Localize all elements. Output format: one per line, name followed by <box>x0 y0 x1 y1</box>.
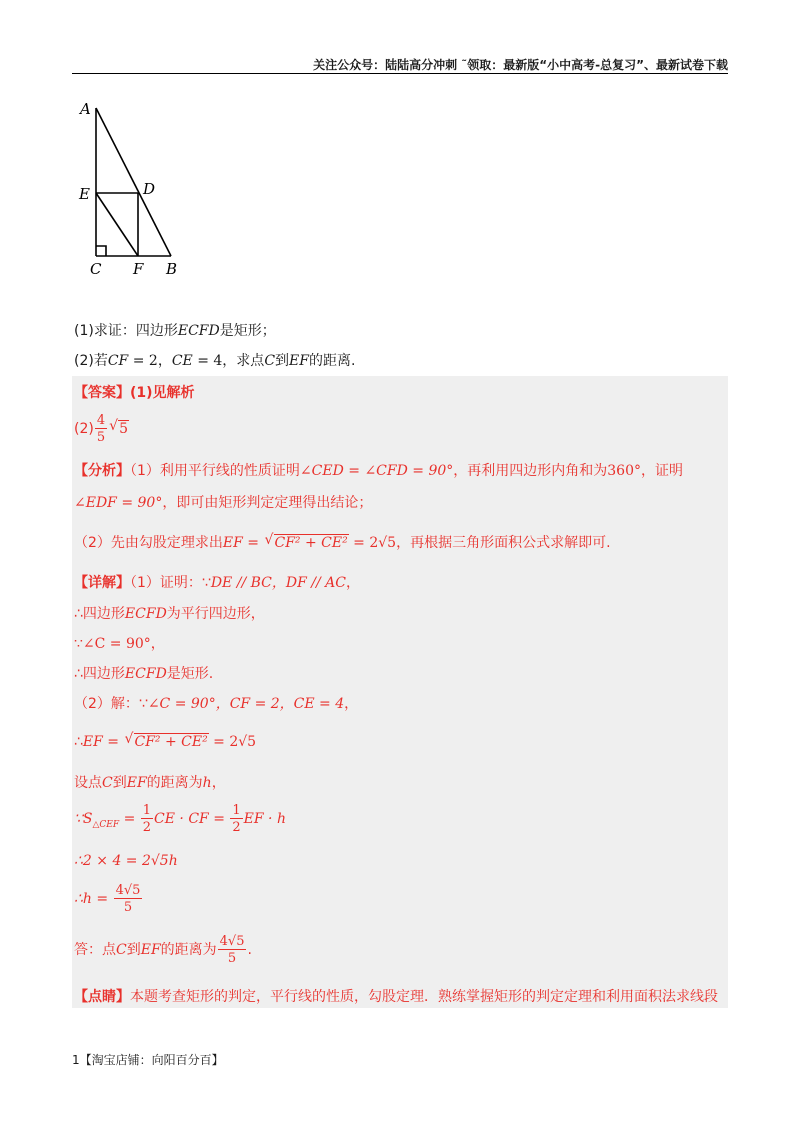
detail-line-11: 答：点C到EF的距离为 $\frac{4√5}{5}$ . <box>74 934 252 966</box>
answer-line-2: (2) $\frac{4}{5}$ √ 5 <box>74 414 129 444</box>
detail-line-5: （2）解：∵∠C = 90°，CF = 2，CE = 4， <box>74 696 359 712</box>
label-f: F <box>133 260 144 278</box>
detail-line-10: ∴h = $\frac{4√5}{5}$ <box>74 883 141 915</box>
answer-tag: 【答案】 <box>74 385 130 401</box>
analysis-line-3: （2）先由勾股定理求出EF = √ CF² + CE² = 2√5，再根据三角形面积公式求解即可. <box>74 532 611 552</box>
label-c: C <box>90 260 102 278</box>
detail-line-4: ∴四边形ECFD是矩形. <box>74 666 214 682</box>
detail-line-8: $\because S_{\triangle CEF}$ = $\frac{1}{2}$ CE · CF = $\frac{1}{2}$ EF · h <box>74 803 286 835</box>
right-angle-mark <box>96 246 106 256</box>
detail-line-1: 【详解】（1）证明：∵DE // BC，DF // AC， <box>74 575 360 591</box>
header-rule <box>72 73 728 74</box>
detail-line-9: ∴2 × 4 = 2√5h <box>74 853 178 869</box>
question-2: (2)若CF = 2，CE = 4，求点C到EF的距离. <box>74 353 356 369</box>
detail-line-2: ∴四边形ECFD为平行四边形， <box>74 606 265 622</box>
segment-ab <box>96 108 171 256</box>
analysis-line-1: 【分析】（1）利用平行线的性质证明∠CED = ∠CFD = 90°，再利用四边形内角和为360°，证明 <box>74 463 683 479</box>
comment-tag: 【点睛】 <box>74 989 130 1005</box>
detail-line-3: ∵∠C = 90°， <box>74 636 165 652</box>
question-1: (1)求证：四边形ECFD是矩形； <box>74 323 276 339</box>
label-a: A <box>80 100 91 118</box>
answer-line-1: 【答案】(1)见解析 <box>74 385 195 401</box>
detail-line-6: ∴EF = √ CF² + CE² = 2√5 <box>74 733 256 750</box>
detail-tag: 【详解】 <box>74 575 130 591</box>
label-e: E <box>79 185 90 203</box>
detail-line-7: 设点C到EF的距离为h， <box>74 775 226 791</box>
geometry-figure <box>76 98 186 278</box>
analysis-tag: 【分析】 <box>74 463 130 479</box>
label-b: B <box>166 260 178 278</box>
label-d: D <box>143 180 156 198</box>
comment-line: 【点睛】本题考查矩形的判定，平行线的性质，勾股定理．熟练掌握矩形的判定定理和利用面积法求线段 <box>74 989 718 1005</box>
page-header: 关注公众号：陆陆高分冲刺 ˜领取：最新版“小中高考-总复习”、最新试卷下载 <box>313 58 728 72</box>
analysis-line-2: ∠EDF = 90°，即可由矩形判定定理得出结论； <box>74 495 373 511</box>
page-footer: 1【淘宝店铺：向阳百分百】 <box>72 1053 224 1067</box>
